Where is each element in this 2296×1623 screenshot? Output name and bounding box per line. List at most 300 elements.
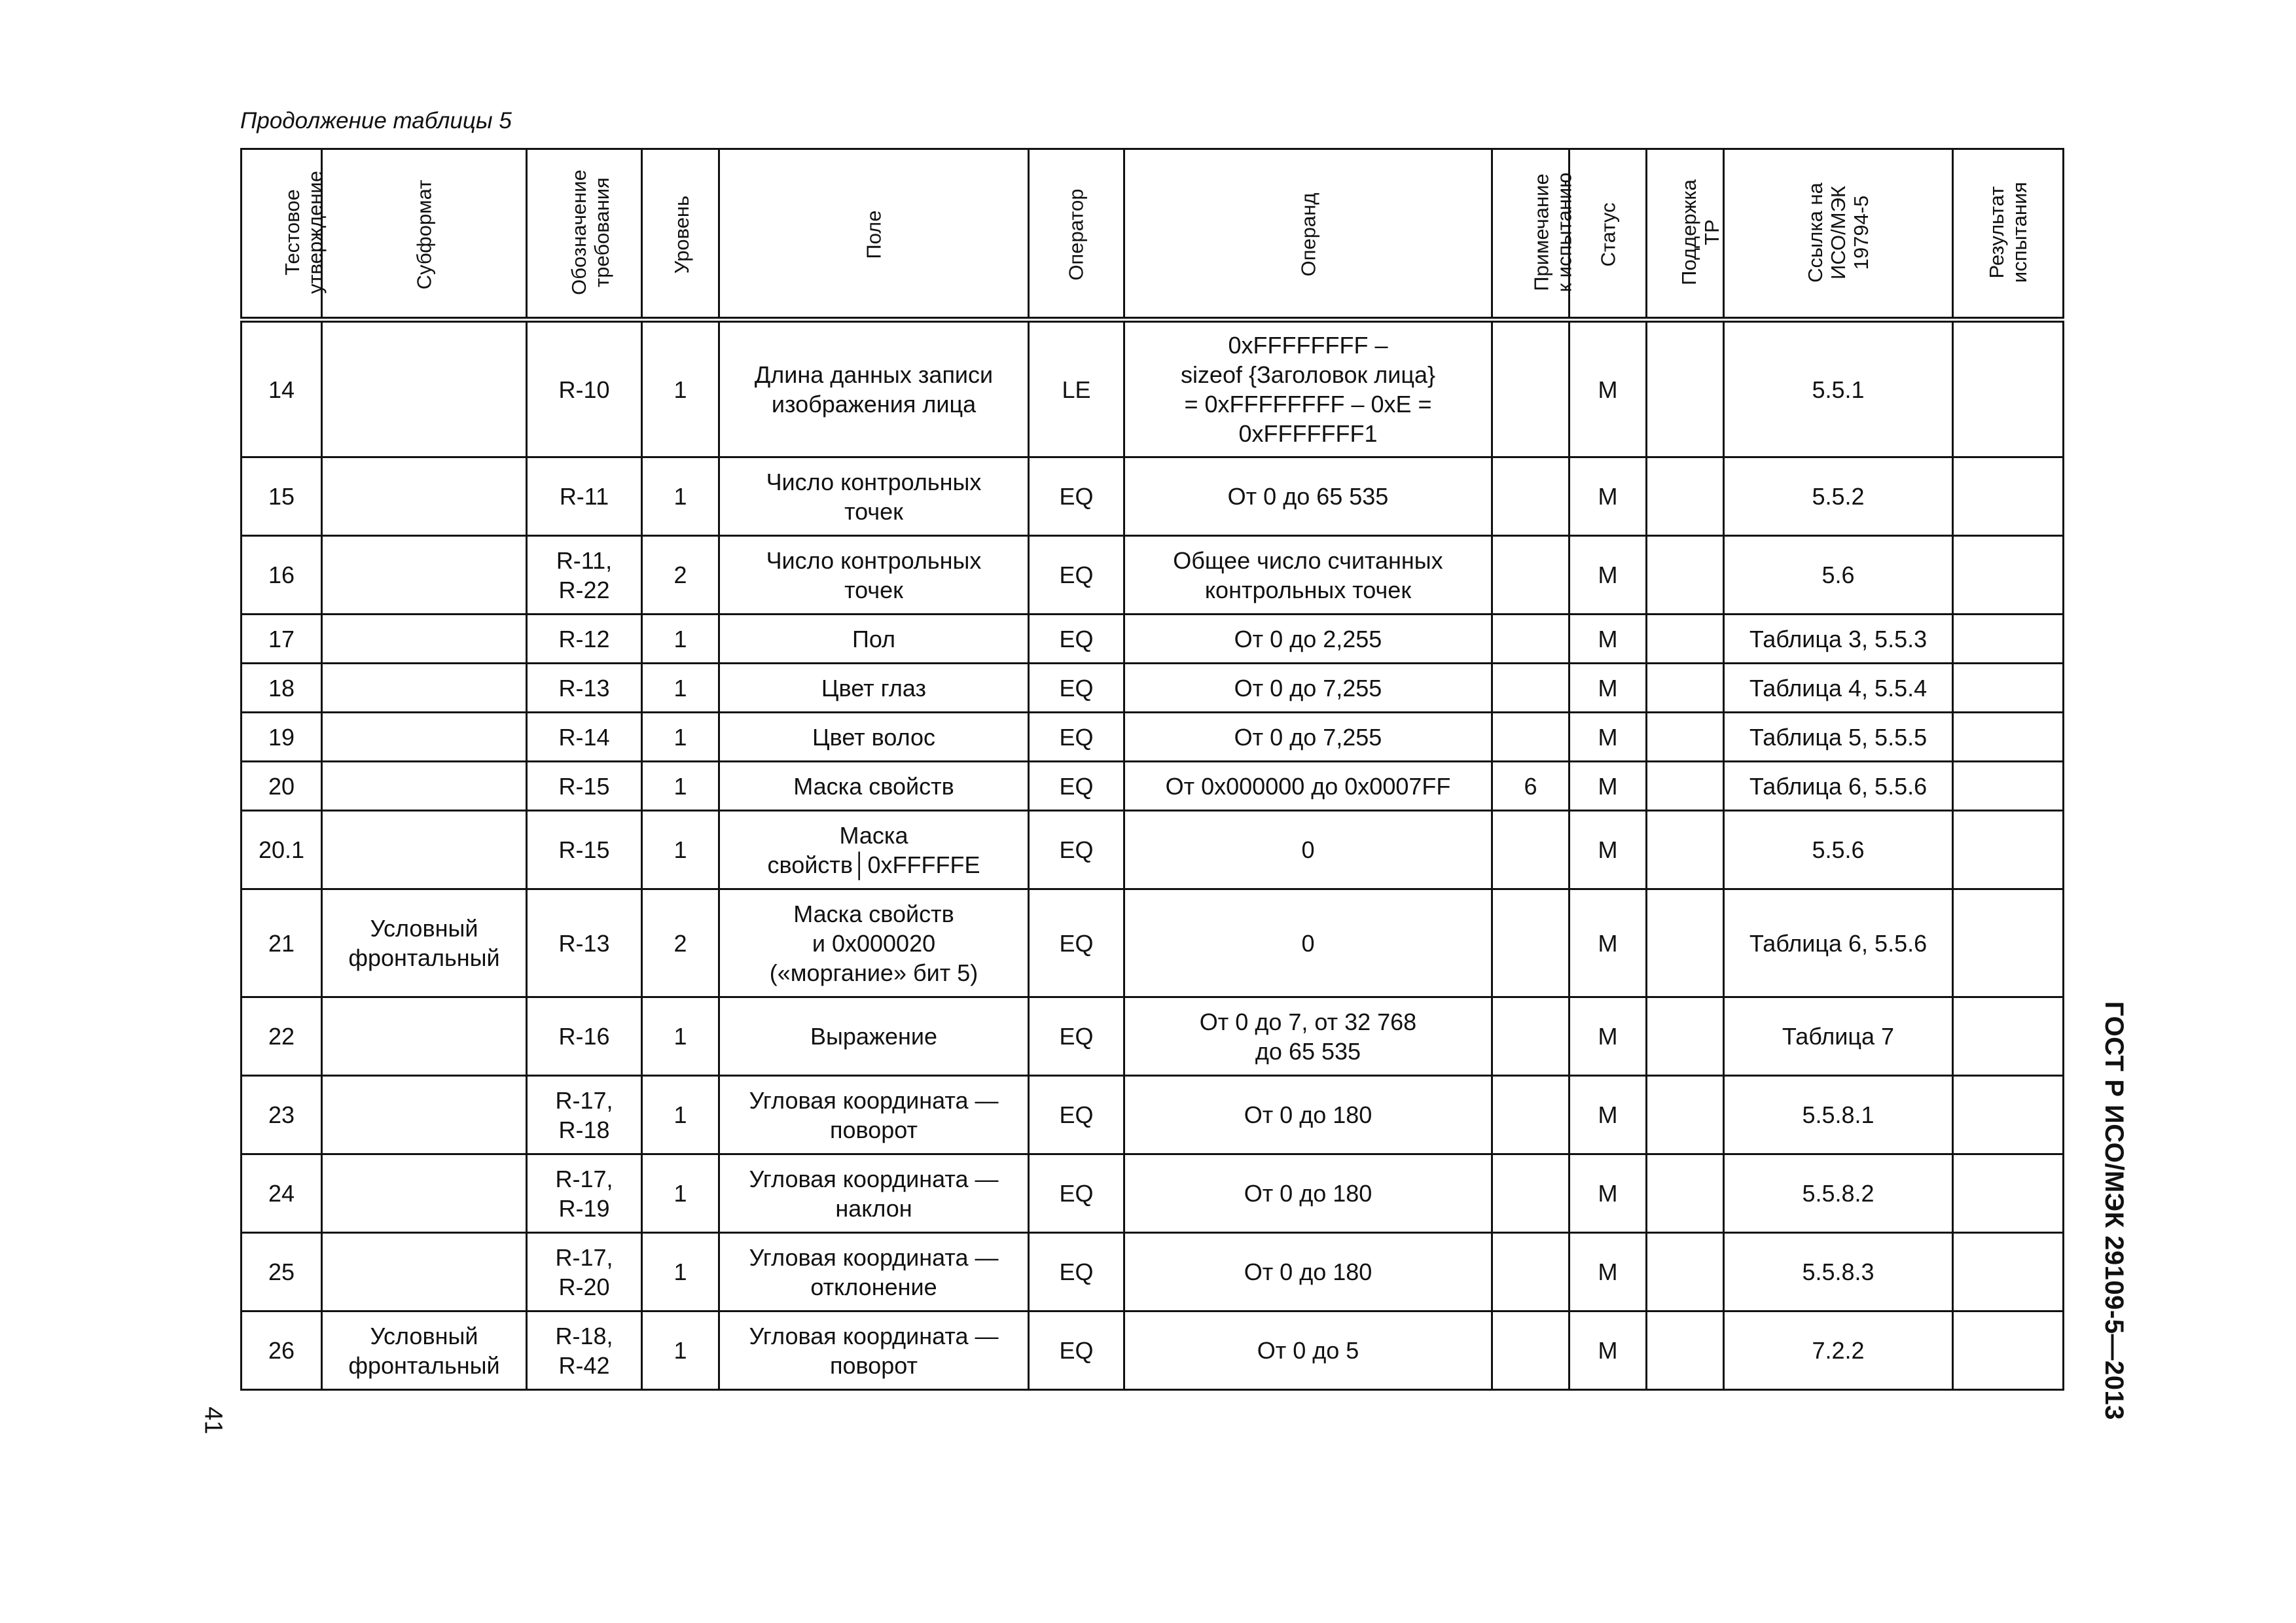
table-cell — [1647, 664, 1724, 713]
cell-line: R-13 — [558, 674, 610, 702]
cell-line: 5.5.6 — [1812, 836, 1865, 863]
table-cell — [1570, 457, 1647, 536]
cell-line: От 0 до 7,255 — [1234, 723, 1382, 751]
cell-line: M — [1598, 1337, 1618, 1364]
cell-line: EQ — [1059, 1101, 1094, 1128]
cell-line: M — [1598, 674, 1618, 702]
table-cell — [719, 320, 1029, 457]
cell-line: 21 — [268, 929, 295, 957]
cell-line: EQ — [1059, 836, 1094, 863]
column-header — [1570, 149, 1647, 320]
table-cell — [322, 1154, 527, 1233]
cell-line: 1 — [673, 723, 687, 751]
table-cell — [1724, 1076, 1953, 1154]
cell-line: 5.6 — [1821, 562, 1855, 588]
table-cell — [1724, 713, 1953, 762]
header-line: 19794-5 — [1850, 195, 1873, 270]
cell-line: M — [1598, 1180, 1618, 1207]
table-cell — [1492, 762, 1570, 811]
table-cell — [242, 1154, 322, 1233]
table-cell — [322, 762, 527, 811]
column-header — [642, 149, 719, 320]
table-cell — [1570, 762, 1647, 811]
table-cell — [1492, 1076, 1570, 1154]
table-cell — [242, 457, 322, 536]
cell-line: M — [1598, 562, 1618, 588]
table-cell — [242, 536, 322, 615]
table-cell — [322, 997, 527, 1076]
cell-line: = 0xFFFFFFFF – 0xE = — [1184, 391, 1432, 418]
table-cell — [527, 1233, 642, 1311]
header-line: Примечание — [1530, 173, 1553, 291]
cell-line: 25 — [268, 1258, 295, 1285]
cell-line: От 0 до 7,255 — [1234, 674, 1382, 702]
table-cell — [1570, 1311, 1647, 1390]
table-cell — [1029, 889, 1124, 997]
table-cell — [1124, 664, 1492, 713]
column-header — [1492, 149, 1576, 320]
cell-line: M — [1598, 376, 1618, 403]
cell-line: Цвет глаз — [821, 674, 927, 702]
table-cell — [1953, 889, 2064, 997]
table-cell — [1492, 664, 1570, 713]
cell-line: EQ — [1059, 772, 1094, 800]
cell-line: 22 — [268, 1023, 295, 1050]
cell-line: R-22 — [558, 576, 610, 603]
cell-line: R-18, — [555, 1322, 613, 1349]
table-cell — [527, 536, 642, 615]
cell-line: Таблица 3, 5.5.3 — [1749, 625, 1928, 652]
table-cell — [1647, 811, 1724, 889]
column-header-label — [1530, 173, 1575, 293]
cell-line: 5.5.1 — [1812, 376, 1865, 403]
table-cell — [642, 1076, 719, 1154]
table-cell — [1124, 889, 1492, 997]
table-cell — [1029, 615, 1124, 664]
table-cell — [1492, 536, 1570, 615]
cell-line: Маска свойств — [793, 772, 954, 800]
table-cell — [1492, 889, 1570, 997]
column-header-label — [1596, 203, 1619, 267]
header-line: к испытанию — [1552, 172, 1576, 293]
cell-line: EQ — [1059, 483, 1094, 510]
table-cell — [1953, 811, 2064, 889]
cell-line: 5.5.8.2 — [1802, 1180, 1874, 1207]
header-line: требования — [590, 177, 613, 287]
table-row — [242, 1076, 2064, 1154]
cell-line: От 0 до 180 — [1244, 1258, 1372, 1285]
cell-line: 1 — [673, 1337, 687, 1364]
column-header — [1124, 149, 1492, 320]
column-header-label — [281, 171, 327, 294]
header-line: Операнд — [1297, 192, 1319, 277]
cell-line: Условный — [370, 1322, 478, 1349]
table-cell — [1124, 1233, 1492, 1311]
cell-line: точек — [844, 576, 903, 603]
table-cell — [1492, 1311, 1570, 1390]
table-cell — [1724, 997, 1953, 1076]
table-cell — [1647, 1233, 1724, 1311]
cell-line: 17 — [268, 625, 295, 652]
cell-line: 1 — [673, 1023, 687, 1050]
cell-line: 0 — [1301, 929, 1315, 957]
table-cell — [1570, 1233, 1647, 1311]
cell-line: От 0 до 180 — [1244, 1101, 1372, 1128]
table-cell — [242, 762, 322, 811]
table-cell — [322, 664, 527, 713]
table-cell — [1953, 1311, 2064, 1390]
cell-line: 0xFFFFFFF1 — [1238, 420, 1378, 447]
table-cell — [1953, 320, 2064, 457]
cell-line: R-42 — [558, 1351, 610, 1379]
cell-line: Таблица 6, 5.5.6 — [1749, 929, 1928, 957]
column-header — [242, 149, 327, 320]
table-cell — [322, 811, 527, 889]
table-cell — [1124, 811, 1492, 889]
cell-line: Угловая координата — — [749, 1086, 999, 1114]
cell-line: От 0x000000 до 0x0007FF — [1165, 772, 1451, 800]
table-cell — [1724, 762, 1953, 811]
table-cell — [1570, 889, 1647, 997]
document-code: ГОСТ Р ИСО/МЭК 29109-5—2013 — [2100, 1001, 2128, 1420]
cell-line: 15 — [268, 483, 295, 510]
cell-line: LE — [1062, 376, 1091, 403]
cell-line: 23 — [268, 1101, 295, 1128]
table-row — [242, 1233, 2064, 1311]
table-cell — [719, 664, 1029, 713]
table-cell — [1124, 1311, 1492, 1390]
cell-line: R-17, — [555, 1086, 613, 1114]
table-cell — [1124, 457, 1492, 536]
table-cell — [1953, 1076, 2064, 1154]
column-header — [1647, 149, 1724, 320]
table-cell — [642, 1233, 719, 1311]
table-cell — [1724, 664, 1953, 713]
cell-line: 1 — [673, 674, 687, 702]
table-cell — [642, 536, 719, 615]
table-caption: Продолжение таблицы 5 — [240, 108, 512, 134]
table-cell — [719, 536, 1029, 615]
header-line: Оператор — [1065, 188, 1088, 281]
table-cell — [1647, 320, 1724, 457]
column-header-label — [670, 196, 693, 274]
table-cell — [1029, 664, 1124, 713]
cell-line: 7.2.2 — [1812, 1337, 1865, 1364]
table-cell — [1492, 1233, 1570, 1311]
cell-line: EQ — [1059, 562, 1094, 588]
cell-line: EQ — [1059, 1337, 1094, 1364]
cell-line: Маска свойств — [793, 900, 954, 927]
table-cell — [1124, 536, 1492, 615]
table-cell — [642, 320, 719, 457]
header-line: ИСО/МЭК — [1827, 185, 1850, 279]
table-cell — [322, 1311, 527, 1390]
cell-line: R-16 — [558, 1023, 610, 1050]
cell-line: контрольных точек — [1204, 576, 1412, 603]
cell-line: Таблица 6, 5.5.6 — [1749, 772, 1928, 800]
cell-line: Таблица 7 — [1782, 1023, 1895, 1050]
cell-line: Цвет волос — [812, 723, 936, 751]
table-cell — [1492, 997, 1570, 1076]
table-cell — [1724, 615, 1953, 664]
cell-line: 1 — [673, 1258, 687, 1285]
header-line: утверждение — [304, 170, 327, 294]
table-cell — [1492, 713, 1570, 762]
table-cell — [242, 320, 322, 457]
table-cell — [1029, 762, 1124, 811]
cell-line: наклон — [835, 1194, 912, 1222]
cell-line: 1 — [673, 1180, 687, 1207]
cell-line: Таблица 5, 5.5.5 — [1749, 723, 1928, 751]
cell-line: R-15 — [558, 836, 610, 863]
cell-line: и 0x000020 — [812, 929, 936, 957]
table-cell — [322, 615, 527, 664]
table-cell — [1647, 457, 1724, 536]
table-cell — [719, 1076, 1029, 1154]
table-cell — [527, 664, 642, 713]
column-header — [1953, 149, 2064, 320]
table-cell — [242, 1076, 322, 1154]
cell-line: 0xFFFFFFFF – — [1228, 332, 1388, 359]
cell-line: поворот — [830, 1116, 918, 1143]
cell-line: Пол — [852, 625, 896, 652]
table-cell — [1953, 713, 2064, 762]
cell-line: 5.5.8.3 — [1802, 1258, 1874, 1285]
cell-line: EQ — [1059, 1258, 1094, 1285]
table-cell — [719, 713, 1029, 762]
table-cell — [1124, 1076, 1492, 1154]
cell-line: M — [1598, 772, 1618, 800]
column-header — [1724, 149, 1953, 320]
table-cell — [1570, 536, 1647, 615]
cell-line: («моргание» бит 5) — [769, 959, 978, 986]
cell-line: изображения лица — [771, 391, 977, 418]
header-line: Ссылка на — [1804, 182, 1827, 283]
column-header-label — [1297, 193, 1319, 277]
table-cell — [642, 664, 719, 713]
table-cell — [1647, 1154, 1724, 1233]
cell-line: 26 — [268, 1337, 295, 1364]
table-cell — [1647, 615, 1724, 664]
cell-line: Угловая координата — — [749, 1165, 999, 1192]
table-cell — [527, 457, 642, 536]
column-header-label — [1065, 188, 1088, 280]
cell-line: R-20 — [558, 1273, 610, 1300]
table-cell — [242, 889, 322, 997]
cell-line: точек — [844, 497, 903, 525]
table-cell — [1647, 713, 1724, 762]
cell-line: 6 — [1524, 772, 1537, 800]
cell-line: M — [1598, 625, 1618, 652]
table-cell — [1124, 615, 1492, 664]
table-cell — [1724, 320, 1953, 457]
cell-line: EQ — [1059, 674, 1094, 702]
header-line: Субформат — [412, 179, 436, 290]
table-cell — [322, 713, 527, 762]
cell-line: Общее число считанных — [1173, 546, 1443, 574]
cell-line: 2 — [673, 562, 687, 588]
column-header-label — [567, 169, 613, 295]
table-cell — [1953, 457, 2064, 536]
table-cell — [1029, 1076, 1124, 1154]
table-cell — [527, 762, 642, 811]
table-cell — [642, 811, 719, 889]
table-row — [242, 457, 2064, 536]
table-cell — [1029, 997, 1124, 1076]
table-cell — [242, 811, 322, 889]
table-cell — [1029, 713, 1124, 762]
table-cell — [1570, 1154, 1647, 1233]
cell-line: 1 — [673, 836, 687, 863]
column-header-label — [412, 180, 435, 290]
header-line: Статус — [1596, 202, 1619, 267]
table-cell — [1492, 320, 1570, 457]
table-cell — [1953, 997, 2064, 1076]
table-row — [242, 1154, 2064, 1233]
cell-line: EQ — [1059, 723, 1094, 751]
table-cell — [1724, 889, 1953, 997]
cell-line: R-15 — [558, 772, 610, 800]
cell-line: фронтальный — [348, 944, 500, 971]
table-cell — [1124, 997, 1492, 1076]
cell-line: От 0 до 7, от 32 768 — [1199, 1008, 1417, 1035]
table-cell — [242, 615, 322, 664]
table-cell — [1647, 889, 1724, 997]
column-header — [527, 149, 642, 320]
table-cell — [642, 1311, 719, 1390]
header-line: Обозначение — [567, 169, 590, 295]
table-row — [242, 889, 2064, 997]
table-cell — [1124, 762, 1492, 811]
cell-line: 1 — [673, 483, 687, 510]
table-cell — [1492, 615, 1570, 664]
table-cell — [1492, 811, 1570, 889]
table-cell — [1570, 320, 1647, 457]
column-header-label — [862, 210, 885, 259]
table-cell — [719, 811, 1029, 889]
table-cell — [242, 664, 322, 713]
cell-line: Число контрольных — [766, 468, 982, 495]
table-cell — [642, 762, 719, 811]
cell-line: sizeof {Заголовок лица} — [1180, 361, 1436, 388]
table-cell — [527, 1076, 642, 1154]
table-cell — [642, 1154, 719, 1233]
cell-line: 1 — [673, 376, 687, 403]
cell-line: Условный — [370, 915, 478, 942]
table-row — [242, 615, 2064, 664]
cell-line: 20.1 — [258, 836, 305, 863]
table-cell — [1724, 1154, 1953, 1233]
cell-line: 18 — [268, 674, 295, 702]
cell-line: 1 — [673, 625, 687, 652]
table-cell — [1724, 1311, 1953, 1390]
cell-line: 5.5.8.1 — [1802, 1101, 1874, 1128]
table-cell — [1124, 320, 1492, 457]
cell-line: Число контрольных — [766, 546, 982, 574]
cell-line: M — [1598, 483, 1618, 510]
table-cell — [527, 889, 642, 997]
table-cell — [642, 457, 719, 536]
table-cell — [242, 713, 322, 762]
table-cell — [1953, 1154, 2064, 1233]
table-cell — [1570, 997, 1647, 1076]
table-cell — [322, 536, 527, 615]
requirements-table — [240, 148, 2064, 1391]
cell-line: Угловая координата — — [749, 1243, 999, 1271]
column-header — [719, 149, 1029, 320]
table-cell — [719, 997, 1029, 1076]
cell-line: Угловая координата — — [749, 1322, 999, 1349]
cell-line: M — [1598, 723, 1618, 751]
cell-line: R-17, — [555, 1243, 613, 1271]
table-cell — [527, 811, 642, 889]
header-line: испытания — [2007, 181, 2031, 283]
cell-line: R-19 — [558, 1194, 610, 1222]
table-cell — [642, 889, 719, 997]
table-cell — [1029, 1233, 1124, 1311]
cell-line: От 0 до 180 — [1244, 1180, 1372, 1207]
cell-line: R-10 — [558, 376, 610, 403]
table-cell — [1029, 811, 1124, 889]
cell-line: 5.5.2 — [1812, 483, 1865, 510]
cell-line: поворот — [830, 1351, 918, 1379]
cell-line: 0 — [1301, 836, 1315, 863]
cell-line: 2 — [673, 929, 687, 957]
table-row — [242, 997, 2064, 1076]
table-cell — [642, 713, 719, 762]
column-header-label — [1985, 182, 2031, 283]
table-cell — [642, 615, 719, 664]
cell-line: 16 — [268, 562, 295, 588]
cell-line: Маска — [839, 821, 908, 849]
table-cell — [322, 1076, 527, 1154]
table-cell — [527, 1311, 642, 1390]
table-cell — [322, 320, 527, 457]
table-cell — [527, 997, 642, 1076]
cell-line: R-11, — [556, 546, 613, 574]
table-cell — [719, 1154, 1029, 1233]
header-line: Тестовое — [281, 189, 304, 276]
table-cell — [322, 457, 527, 536]
table-cell — [1492, 457, 1570, 536]
cell-line: R-17, — [555, 1165, 613, 1192]
column-header — [1029, 149, 1124, 320]
cell-line: От 0 до 5 — [1257, 1337, 1359, 1364]
table-cell — [1647, 1076, 1724, 1154]
cell-line: 1 — [673, 772, 687, 800]
cell-line: 20 — [268, 772, 295, 800]
header-line: Поле — [862, 210, 886, 259]
table-cell — [1124, 713, 1492, 762]
cell-line: R-14 — [558, 723, 610, 751]
table-cell — [719, 889, 1029, 997]
table-cell — [1570, 713, 1647, 762]
table-cell — [1953, 536, 2064, 615]
table-cell — [1724, 457, 1953, 536]
cell-line: фронтальный — [348, 1351, 500, 1379]
table-cell — [1724, 1233, 1953, 1311]
table-cell — [1953, 1233, 2064, 1311]
table-row — [242, 536, 2064, 615]
table-cell — [527, 615, 642, 664]
table-cell — [1570, 1076, 1647, 1154]
table-cell — [719, 615, 1029, 664]
header-line: Результат — [1984, 186, 2008, 279]
table-cell — [1724, 536, 1953, 615]
table-cell — [242, 1311, 322, 1390]
table-row — [242, 762, 2064, 811]
cell-line: R-13 — [558, 929, 610, 957]
